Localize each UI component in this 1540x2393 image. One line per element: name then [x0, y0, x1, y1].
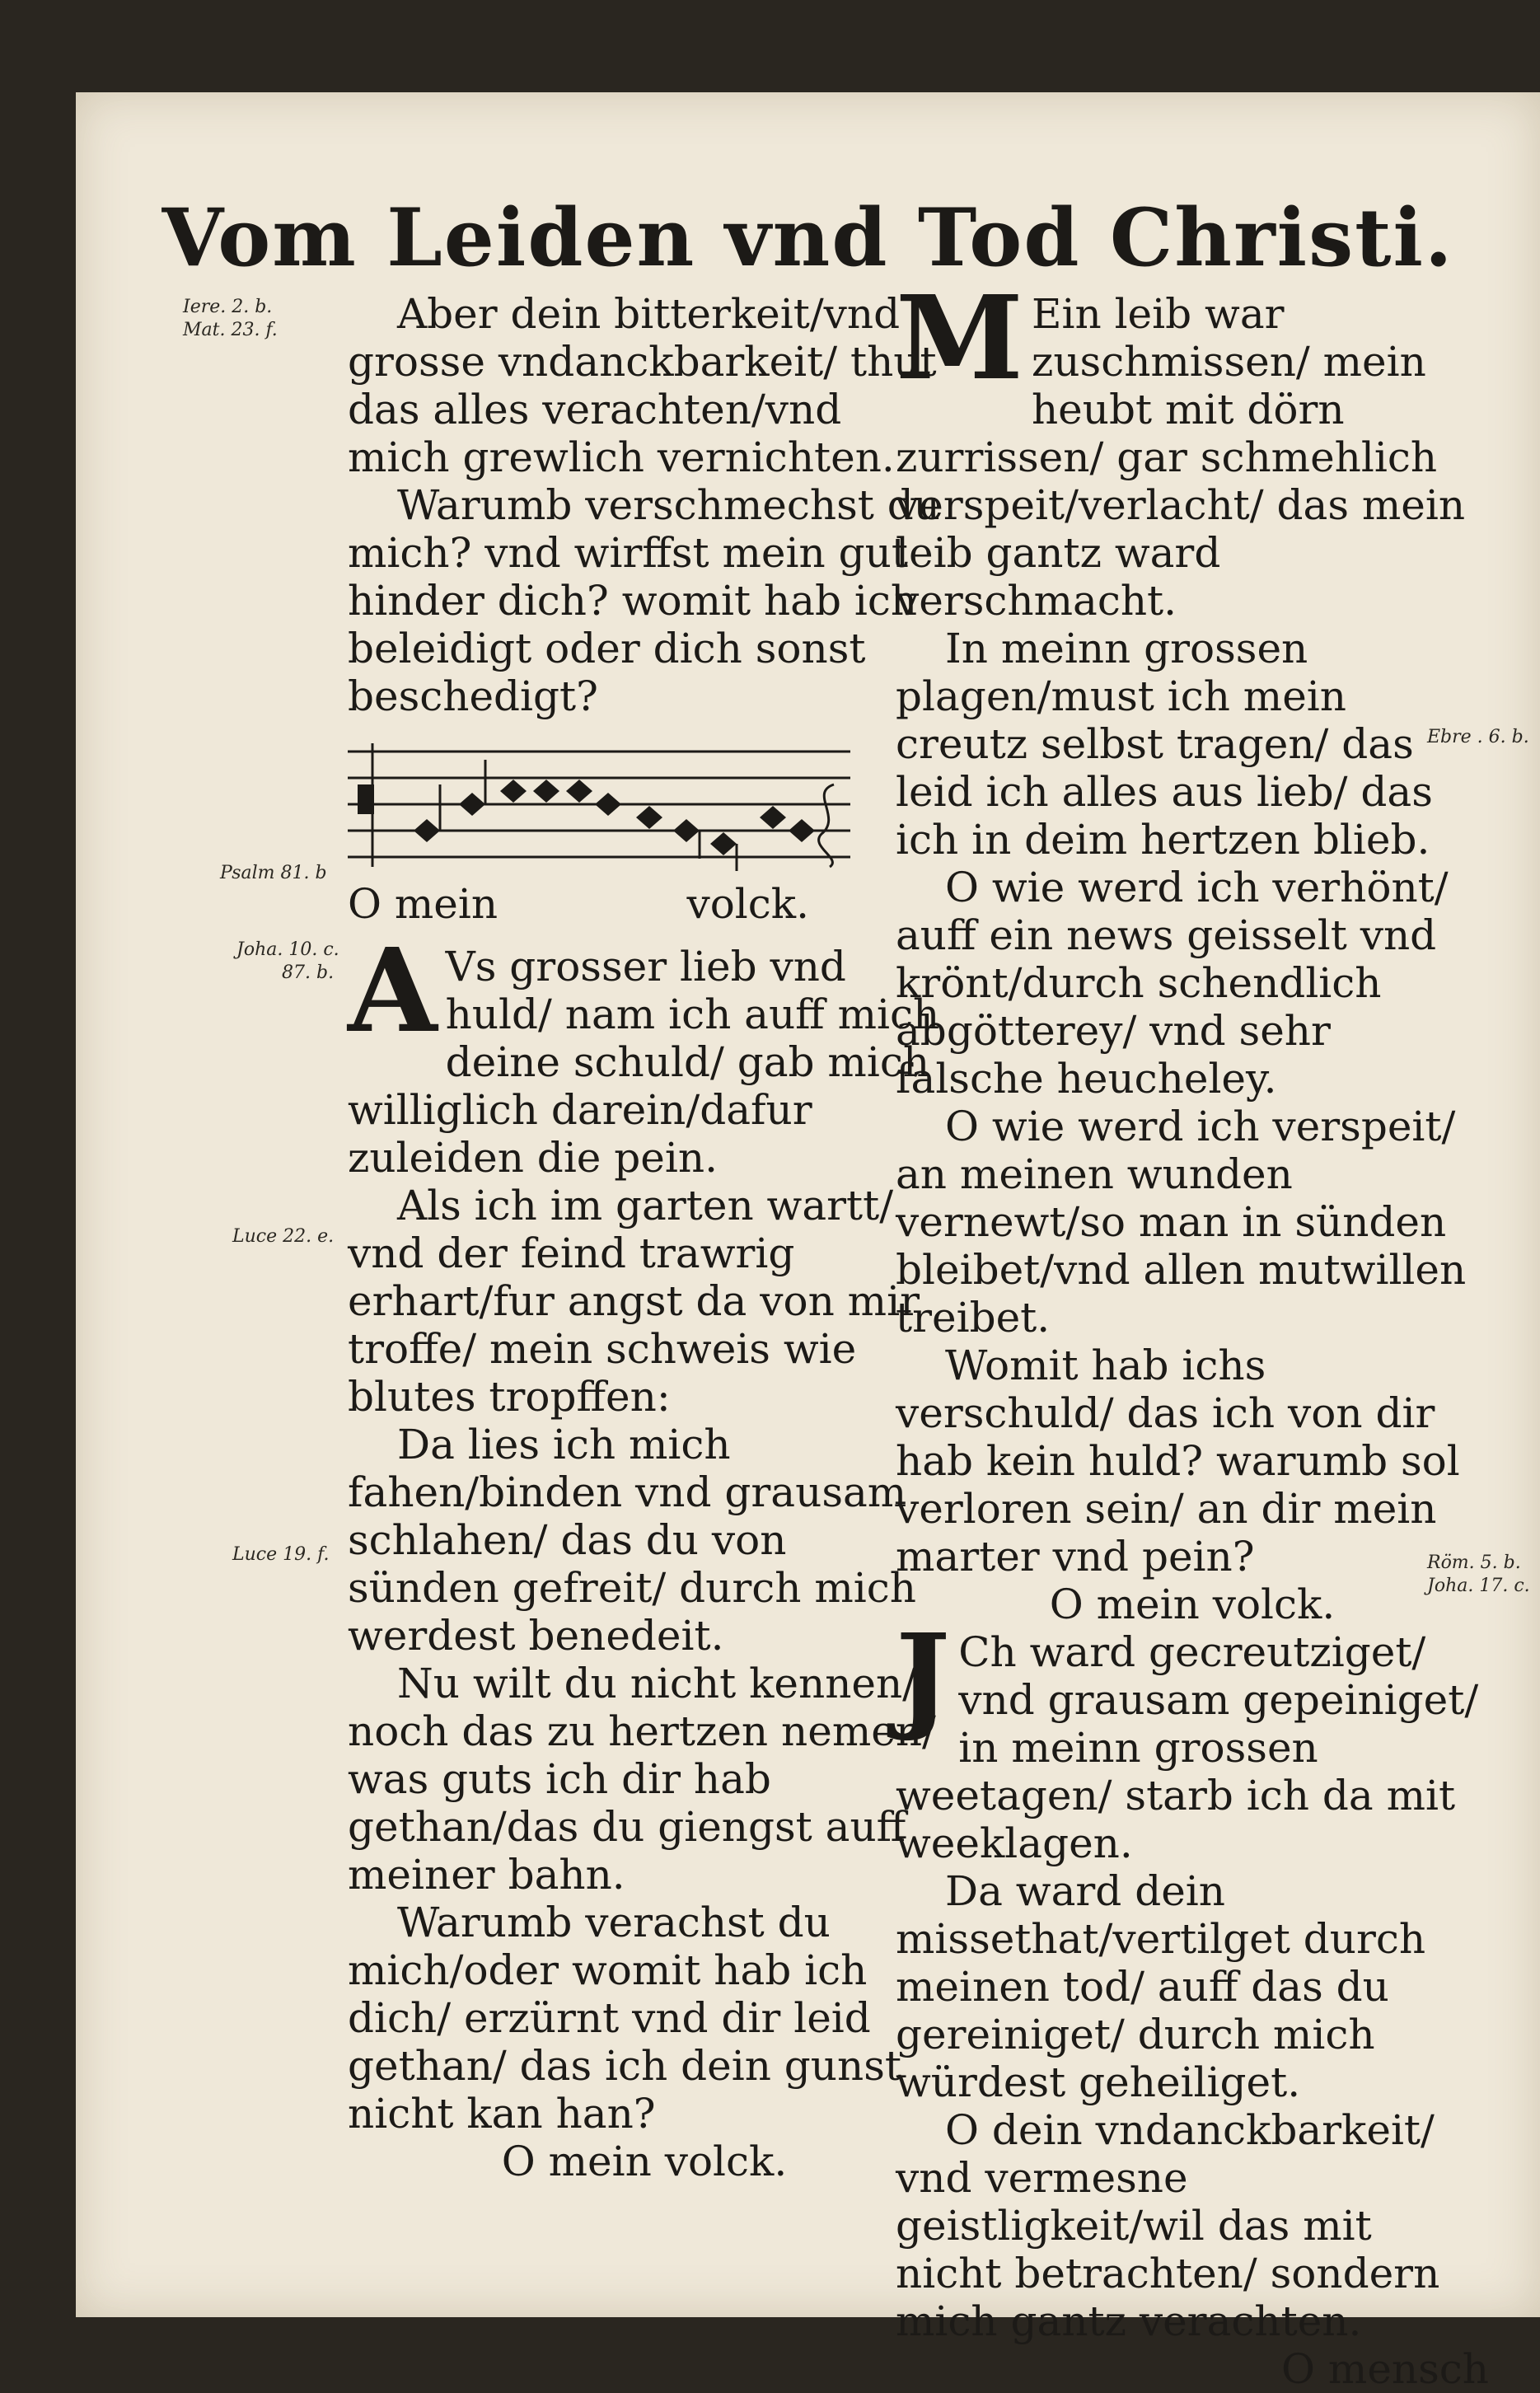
margin-note: Mat. 23. f.	[183, 320, 278, 340]
paragraph	[896, 1609, 1489, 1867]
margin-note: Joha. 10. c.	[236, 939, 339, 960]
music-staff	[348, 735, 859, 875]
paragraph	[896, 271, 1489, 625]
drop-cap: A	[348, 924, 438, 1059]
margin-note: Iere. 2. b.	[183, 297, 273, 317]
music-label-left: O mein	[348, 880, 499, 928]
paragraph: In meinn grossen plagen/must ich mein creutz selbst tragen/ das leid ich alles aus lieb/ das ich in deim hertzen blieb.	[896, 625, 1433, 864]
refrain: O mein volck.	[501, 2138, 788, 2185]
margin-note: Ebre . 6. b.	[1427, 727, 1529, 747]
margin-note: Joha. 17. c.	[1427, 1576, 1530, 1596]
paragraph: Warumb verschmechst du mich? vnd wirffst mein gut hinder dich? womit hab ich beleidigt oder dich sonst beschedigt?	[348, 481, 940, 720]
paragraph: O wie werd ich verspeit/ an meinen wunden vernewt/so man in sünden bleibet/vnd allen mutwillen treibet.	[896, 1103, 1467, 1342]
paragraph: Da ward dein missethat/vertilget durch meinen tod/ auff das du gereiniget/ durch mich würdest geheiliget.	[896, 1867, 1426, 2106]
right-column	[896, 271, 1489, 2393]
margin-note: Psalm 81. b	[220, 863, 327, 883]
paragraph: Da lies ich mich fahen/binden vnd grausam schlahen/ das du von sünden gefreit/ durch mich werdest benedeit.	[348, 1421, 916, 1660]
drop-cap: M	[896, 271, 1023, 406]
music-label-right: volck.	[686, 880, 809, 928]
paragraph	[348, 924, 941, 1182]
margin-note: Luce 22. e.	[232, 1226, 335, 1247]
paragraph-text: Ch ward gecreutziget/ vnd grausam gepeiniget/ in meinn grossen weetagen/ starb ich da mit weeklagen.	[896, 1628, 1479, 1867]
margin-note: Röm. 5. b.	[1427, 1552, 1521, 1573]
paragraph-text: Ein leib war zuschmissen/ mein heubt mit dörn zurrissen/ gar schmehlich verspeit/verlacht/ das mein leib gantz ward verschmacht.	[896, 290, 1466, 625]
paragraph: Warumb verachst du mich/oder womit hab ich dich/ erzürnt vnd dir leid gethan/ das ich dein gunst nicht kan han?	[348, 1899, 901, 2138]
paragraph: Nu wilt du nicht kennen/ noch das zu hertzen nemen/ was guts ich dir hab gethan/das du giengst auff meiner bahn.	[348, 1660, 936, 1899]
margin-note: 87. b.	[282, 962, 335, 983]
paragraph-text: Vs grosser lieb vnd huld/ nam ich auff mich deine schuld/ gab mich williglich darein/dafur zuleiden die pein.	[348, 943, 940, 1182]
paragraph: Womit hab ichs verschuld/ das ich von dir hab kein huld? warumb sol verloren sein/ an dir mein marter vnd pein?	[896, 1342, 1460, 1581]
margin-note: Luce 19. f.	[232, 1544, 330, 1565]
book-page	[76, 92, 1540, 2393]
left-column	[348, 290, 941, 2185]
paragraph: Aber dein bitterkeit/vnd grosse vndanckbarkeit/ thut das alles verachten/vnd mich grewlich vernichten.	[348, 290, 937, 481]
music-text	[348, 880, 809, 928]
catchword: O mensch	[1281, 2345, 1489, 2393]
drop-cap: J	[896, 1609, 951, 1744]
paragraph: O wie werd ich verhönt/ auff ein news geisselt vnd krönt/durch schendlich abgötterey/ vnd sehr falsche heucheley.	[896, 864, 1449, 1103]
paragraph: O dein vndanckbarkeit/ vnd vermesne geistligkeit/wil das mit nicht betrachten/ sondern mich gantz verachten.	[896, 2106, 1440, 2345]
paragraph: Als ich im garten wartt/ vnd der feind trawrig erhart/fur angst da von mir troffe/ mein schweis wie blutes tropffen:	[348, 1182, 920, 1421]
page-title: Vom Leiden vnd Tod Christi.	[161, 191, 1454, 284]
refrain: O mein volck.	[1049, 1581, 1336, 1628]
